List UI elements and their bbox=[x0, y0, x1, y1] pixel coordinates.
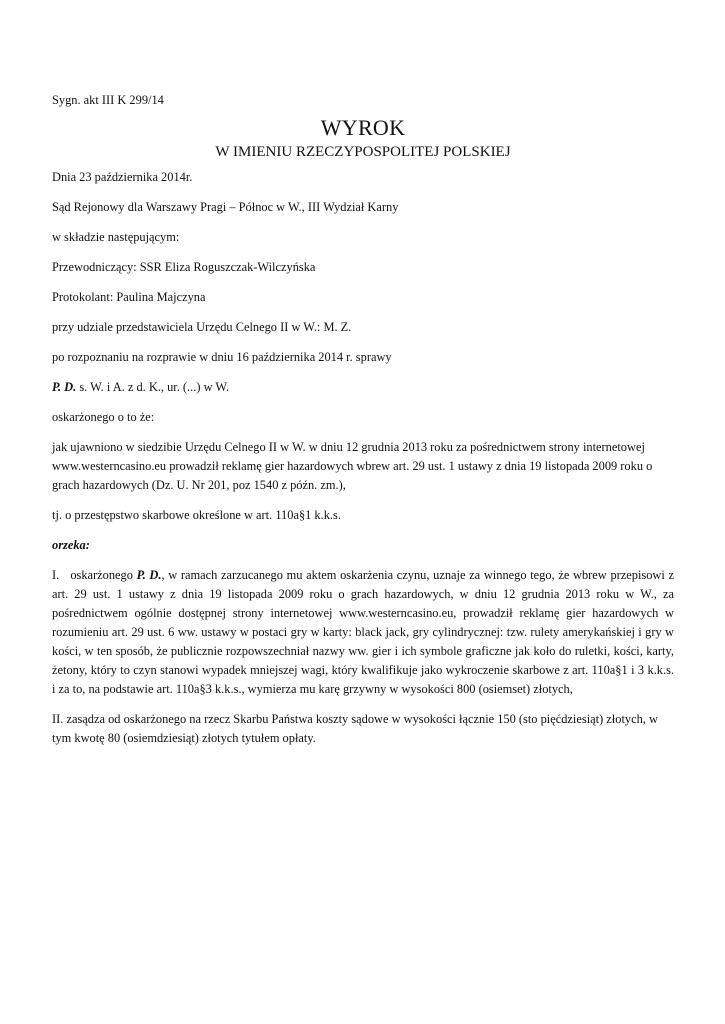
case-number: Sygn. akt III K 299/14 bbox=[52, 93, 164, 107]
point-1-pre: oskarżonego bbox=[70, 568, 137, 582]
verdict-point-1 bbox=[52, 566, 674, 699]
composition-intro: w składzie następującym: bbox=[52, 230, 180, 244]
point-1-text: , w ramach zarzucanego mu aktem oskarżenia czynu, uznaje za winnego tego, że wbrew przepisowi z art. 29 ust. 1 ustawy z dnia 19 listopada 2009 roku o grach hazardowych, w dniu 12 grudnia 2013 roku w W., za pośrednictwem ogólnie dostępnej strony internetowej www.westerncasino.eu, prowadził reklamę gier hazardowych w rozumieniu art. 29 ust. 6 ww. ustawy w postaci gry w karty: black jack, gry cylindrycznej: tzw. rulety amerykańskiej i gry w kości, w ten sposób, że publicznie rozpowszechniał nazwy ww. gier i ich symbole graficzne jak koło do ruletki, kości, karty, żetony, który to czyn stanowi wypadek mniejszej wagi, który kwalifikuje jako wykroczenie skarbowe z art. 110a§1 i 3 k.k.s. i za to, na podstawie art. 110a§3 k.k.s., wymierza mu karę grzywny w wysokości 800 (osiemset) złotych, bbox=[52, 568, 674, 696]
prosecutor-line: przy udziale przedstawiciela Urzędu Celnego II w W.: M. Z. bbox=[52, 320, 352, 334]
defendant-name: P. D. bbox=[52, 380, 77, 394]
presiding-judge: Przewodniczący: SSR Eliza Roguszczak-Wilczyńska bbox=[52, 260, 316, 274]
point-2-marker: II. bbox=[52, 712, 64, 726]
point-1-marker: I. bbox=[52, 568, 60, 582]
hearing-line: po rozpoznaniu na rozprawie w dniu 16 października 2014 r. sprawy bbox=[52, 350, 392, 364]
court-clerk: Protokolant: Paulina Majczyna bbox=[52, 290, 206, 304]
defendant-details: s. W. i A. z d. K., ur. (...) w W. bbox=[76, 380, 230, 394]
defendant-line bbox=[52, 378, 674, 397]
point-2-text: zasądza od oskarżonego na rzecz Skarbu Państwa koszty sądowe w wysokości łącznie 150 (sto pięćdziesiąt) złotych, w tym kwotę 80 (osiemdziesiąt) złotych tytułem opłaty. bbox=[52, 712, 658, 745]
offense-qualification: tj. o przestępstwo skarbowe określone w art. 110a§1 k.k.s. bbox=[52, 508, 341, 522]
judgment-date: Dnia 23 października 2014r. bbox=[52, 170, 193, 184]
document-subtitle: W IMIENIU RZECZYPOSPOLITEJ POLSKIEJ bbox=[215, 144, 511, 160]
verdict-label: orzeka: bbox=[52, 538, 90, 552]
point-1-defendant-name: P. D. bbox=[136, 568, 162, 582]
charge-text: jak ujawniono w siedzibie Urzędu Celnego II w W. w dniu 12 grudnia 2013 roku za pośrednictwem strony internetowej www.westerncasino.eu prowadził reklamę gier hazardowych wbrew art. 29 ust. 1 ustawy z dnia 19 listopada 2009 roku o grach hazardowych (Dz. U. Nr 201, poz 1540 z późn. zm.), bbox=[52, 440, 653, 492]
judgment-document bbox=[52, 91, 674, 759]
accused-of-line: oskarżonego o to że: bbox=[52, 410, 155, 424]
verdict-point-2 bbox=[52, 710, 674, 748]
court-name: Sąd Rejonowy dla Warszawy Pragi – Północ w W., III Wydział Karny bbox=[52, 200, 399, 214]
document-title: WYROK bbox=[320, 115, 406, 140]
